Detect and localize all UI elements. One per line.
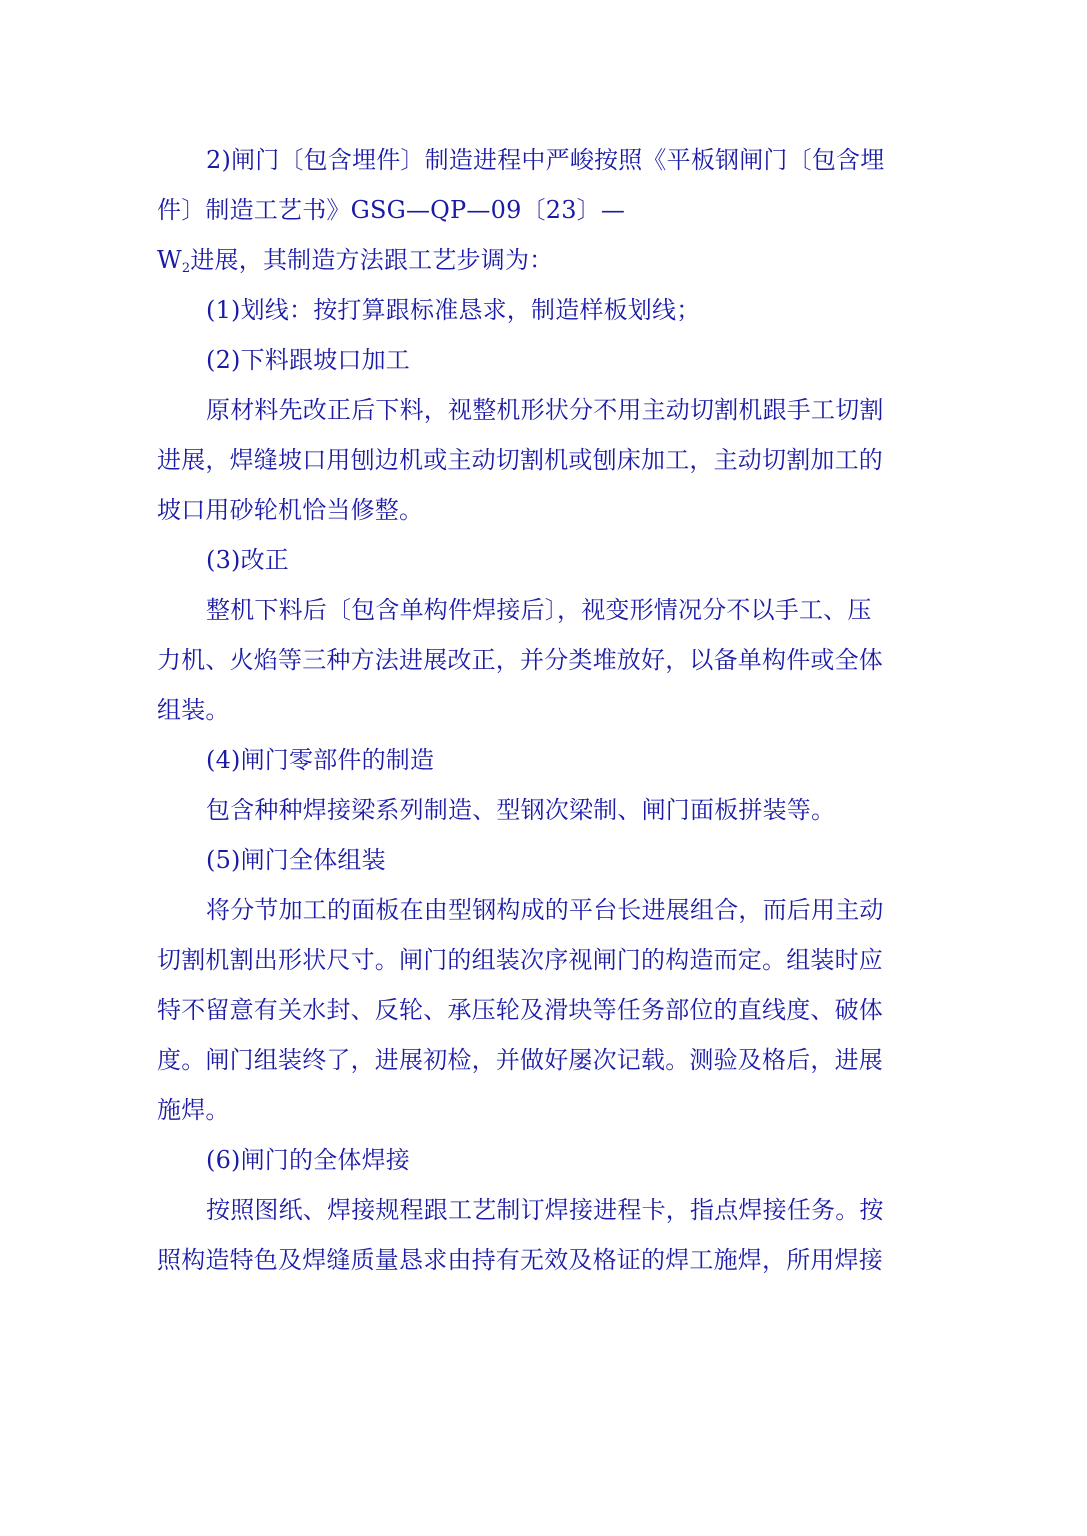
paragraph-line: 力机、火焰等三种方法进展改正，并分类堆放好，以备单构件或全体	[157, 646, 883, 674]
paragraph-line: 原材料先改正后下料，视整机形状分不用主动切割机跟手工切割	[206, 396, 884, 424]
subscript: 2	[181, 261, 191, 276]
paragraph-line: 组装。	[157, 696, 230, 724]
paragraph-line: 施焊。	[157, 1096, 230, 1124]
paragraph-line: 坡口用砂轮机恰当修整。	[157, 496, 424, 524]
section-heading: (5)闸门全体组装	[206, 846, 386, 874]
list-item: (1)划线：按打算跟标准恳求，制造样板划线；	[206, 296, 701, 324]
paragraph-line: 特不留意有关水封、反轮、承压轮及滑块等任务部位的直线度、破体	[157, 996, 883, 1024]
paragraph-line: 切割机割出形状尺寸。闸门的组装次序视闸门的构造而定。组装时应	[157, 946, 883, 974]
paragraph-line: 件〕制造工艺书》GSG—QP—09〔23〕—	[157, 196, 626, 224]
section-heading: (4)闸门零部件的制造	[206, 746, 435, 774]
section-heading: (3)改正	[206, 546, 289, 574]
paragraph-line: 将分节加工的面板在由型钢构成的平台长进展组合，而后用主动	[206, 896, 884, 924]
section-heading: (2)下料跟坡口加工	[206, 346, 410, 374]
paragraph-line: 照构造特色及焊缝质量恳求由持有无效及格证的焊工施焊，所用焊接	[157, 1246, 883, 1274]
paragraph-line	[157, 235, 907, 285]
paragraph-line: 2)闸门〔包含埋件〕制造进程中严峻按照《平板钢闸门〔包含埋	[206, 146, 885, 174]
text-run: 进展，其制造方法跟工艺步调为：	[190, 246, 554, 274]
text-run: W	[157, 246, 182, 274]
paragraph-line: 整机下料后〔包含单构件焊接后〕，视变形情况分不以手工、压	[206, 596, 872, 624]
document-body	[157, 135, 907, 1285]
paragraph-line: 度。闸门组装终了，进展初检，并做好屡次记载。测验及格后，进展	[157, 1046, 883, 1074]
paragraph-line: 进展，焊缝坡口用刨边机或主动切割机或刨床加工，主动切割加工的	[157, 446, 883, 474]
paragraph-line: 按照图纸、焊接规程跟工艺制订焊接进程卡，指点焊接任务。按	[206, 1196, 884, 1224]
section-heading: (6)闸门的全体焊接	[206, 1146, 410, 1174]
paragraph-line: 包含种种焊接梁系列制造、型钢次梁制、闸门面板拼装等。	[206, 796, 836, 824]
